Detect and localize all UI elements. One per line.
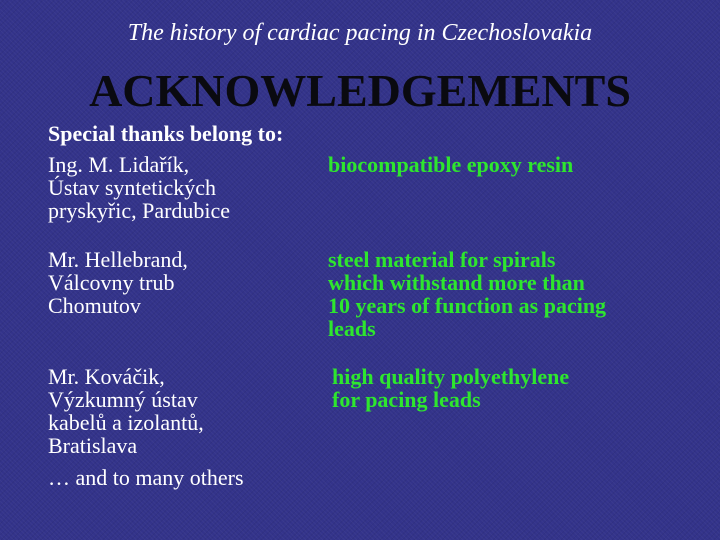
acknowledgement-name-lidarik bbox=[48, 153, 230, 222]
contribution-line: for pacing leads bbox=[332, 387, 481, 412]
name-line: Válcovny trub bbox=[48, 270, 175, 295]
name-line: Mr. Kováčik, bbox=[48, 364, 165, 389]
contribution-line: which withstand more than bbox=[328, 270, 585, 295]
intro-text: Special thanks belong to: bbox=[48, 121, 284, 146]
acknowledgement-contribution-kovacik bbox=[332, 365, 569, 411]
contribution-line: high quality polyethylene bbox=[332, 364, 570, 389]
name-line: Ing. M. Lidařík, bbox=[48, 152, 190, 177]
name-line: Chomutov bbox=[48, 293, 141, 318]
slide-title: ACKNOWLEDGEMENTS bbox=[89, 65, 631, 116]
acknowledgement-name-hellebrand bbox=[48, 248, 188, 317]
contribution-line: steel material for spirals bbox=[328, 247, 556, 272]
contribution-line: biocompatible epoxy resin bbox=[328, 152, 574, 177]
name-line: Ústav syntetických bbox=[48, 175, 217, 200]
name-line: Mr. Hellebrand, bbox=[48, 247, 188, 272]
name-line: Výzkumný ústav bbox=[48, 387, 198, 412]
name-line: kabelů a izolantů, bbox=[48, 410, 204, 435]
contribution-line: leads bbox=[328, 316, 376, 341]
acknowledgement-contribution-lidarik bbox=[328, 153, 573, 176]
name-line: Bratislava bbox=[48, 433, 138, 458]
acknowledgement-contribution-hellebrand bbox=[328, 248, 606, 340]
contribution-line: 10 years of function as pacing bbox=[328, 293, 607, 318]
closing-text: … and to many others bbox=[48, 465, 244, 490]
slide-subtitle: The history of cardiac pacing in Czechoslovakia bbox=[127, 20, 593, 46]
name-line: pryskyřic, Pardubice bbox=[48, 198, 231, 223]
acknowledgement-name-kovacik bbox=[48, 365, 204, 457]
